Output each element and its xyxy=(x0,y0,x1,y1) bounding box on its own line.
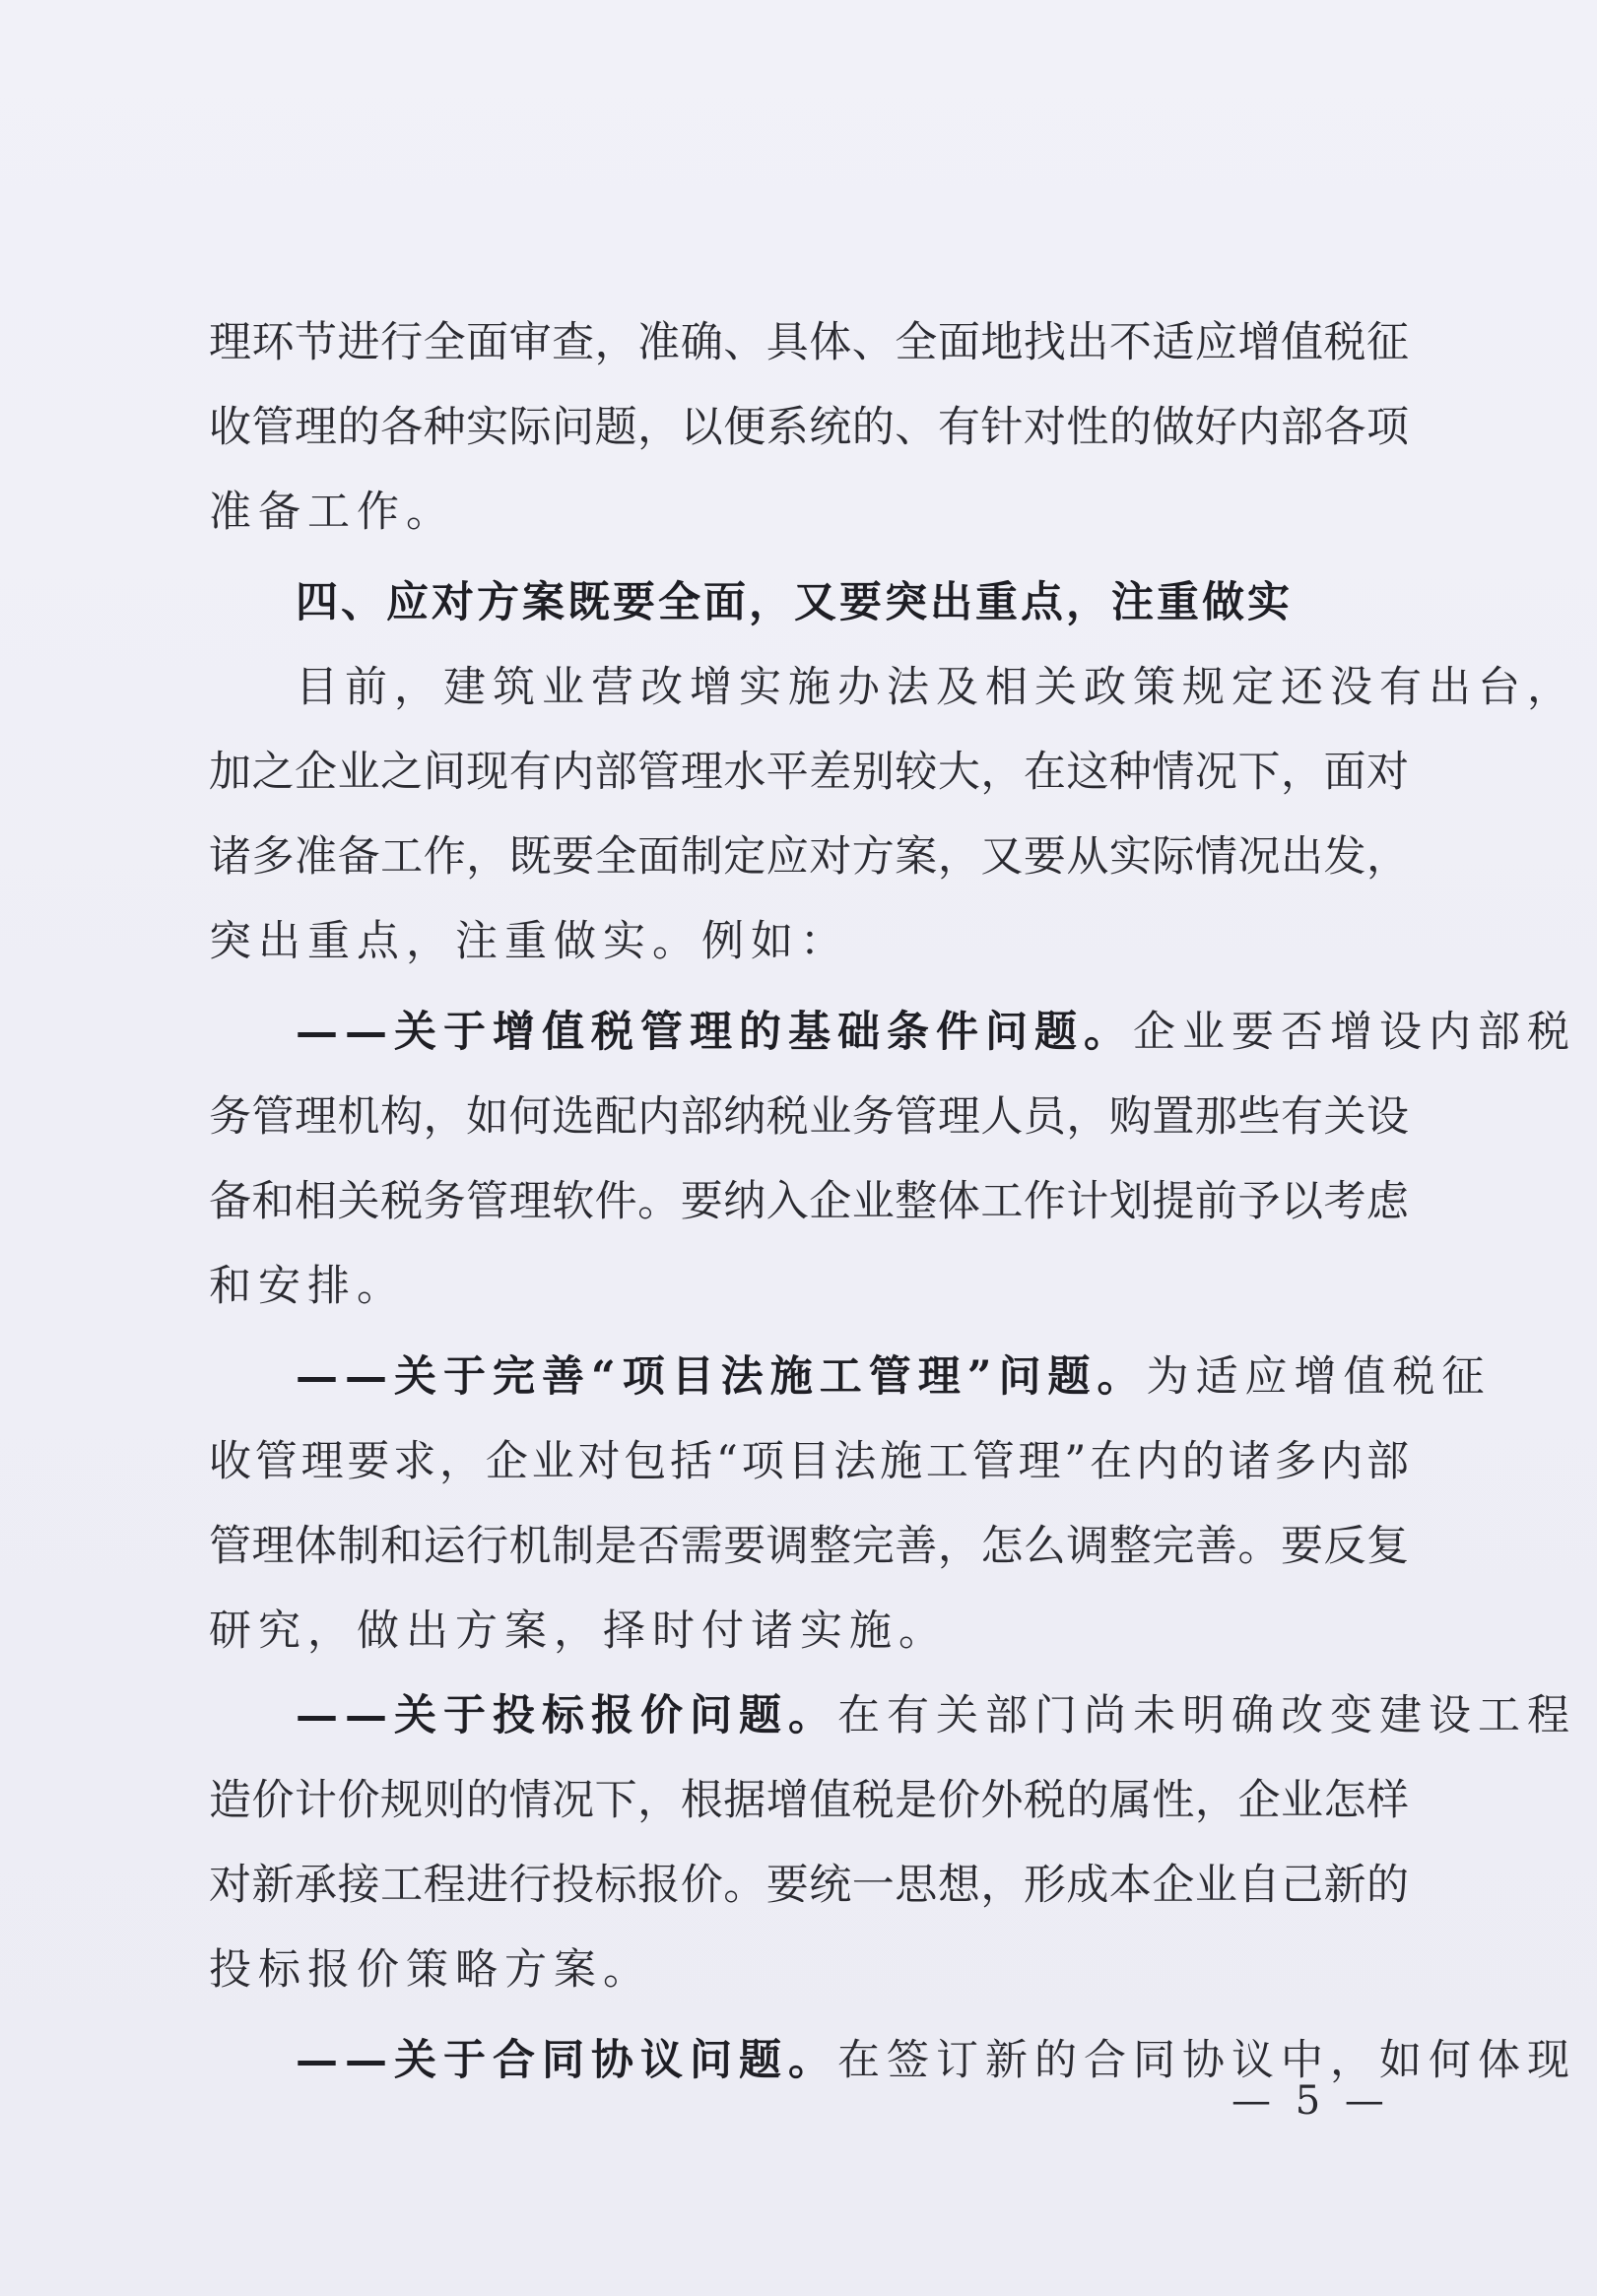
item-title: ——关于投标报价问题。 xyxy=(296,1691,837,1740)
text-line: 研究，做出方案，择时付诸实施。 xyxy=(209,1607,948,1656)
item-text: 在签订新的合同协议中，如何体现 xyxy=(837,2036,1576,2085)
item-text: 在有关部门尚未明确改变建设工程 xyxy=(837,1691,1576,1740)
item-text: 企业要否增设内部税 xyxy=(1133,1008,1576,1057)
body-text xyxy=(209,300,1576,2103)
section-heading: 四、应对方案既要全面，又要突出重点，注重做实 xyxy=(296,578,1293,627)
paragraph-intro xyxy=(209,645,1576,984)
list-item-bid-quotation xyxy=(209,1673,1576,2012)
list-item-project-management xyxy=(209,1335,1492,1673)
list-item-contract-agreement xyxy=(209,2018,1576,2103)
text-line: 收管理的各种实际问题，以便系统的、有针对性的做好内部各项 xyxy=(209,403,1409,452)
paragraph-continuation xyxy=(209,300,1409,555)
text-line: 对新承接工程进行投标报价。要统一思想，形成本企业自己新的 xyxy=(209,1861,1409,1910)
text-line xyxy=(209,1335,1492,1419)
text-line: 准备工作。 xyxy=(209,488,455,537)
item-title: ——关于增值税管理的基础条件问题。 xyxy=(296,1008,1133,1057)
text-line: 务管理机构，如何选配内部纳税业务管理人员，购置那些有关设 xyxy=(209,1092,1409,1142)
text-line: 目前，建筑业营改增实施办法及相关政策规定还没有出台， xyxy=(296,663,1576,712)
text-line: 造价计价规则的情况下，根据增值税是价外税的属性，企业怎样 xyxy=(209,1776,1409,1825)
item-text: 为适应增值税征 xyxy=(1146,1352,1492,1402)
list-item-basic-conditions xyxy=(209,990,1576,1329)
text-line: 和安排。 xyxy=(209,1262,406,1311)
text-line xyxy=(209,1673,1576,1758)
text-line: 管理体制和运行机制是否需要调整完善，怎么调整完善。要反复 xyxy=(209,1522,1409,1571)
text-line xyxy=(209,990,1576,1075)
text-line: 加之企业之间现有内部管理水平差别较大，在这种情况下，面对 xyxy=(209,748,1409,797)
item-title: ——关于合同协议问题。 xyxy=(296,2036,837,2085)
page-number: — 5 — xyxy=(1231,2078,1390,2124)
text-line xyxy=(209,2018,1576,2103)
text-line: 理环节进行全面审查，准确、具体、全面地找出不适应增值税征 xyxy=(209,318,1409,367)
text-line: 诸多准备工作，既要全面制定应对方案，又要从实际情况出发， xyxy=(209,832,1409,882)
text-line: 突出重点，注重做实。例如： xyxy=(209,917,849,966)
item-title: ——关于完善“项目法施工管理”问题。 xyxy=(296,1352,1147,1402)
text-line: 收管理要求，企业对包括“项目法施工管理”在内的诸多内部 xyxy=(209,1437,1409,1486)
text-line: 投标报价策略方案。 xyxy=(209,1945,652,1995)
text-line: 备和相关税务管理软件。要纳入企业整体工作计划提前予以考虑 xyxy=(209,1177,1409,1226)
